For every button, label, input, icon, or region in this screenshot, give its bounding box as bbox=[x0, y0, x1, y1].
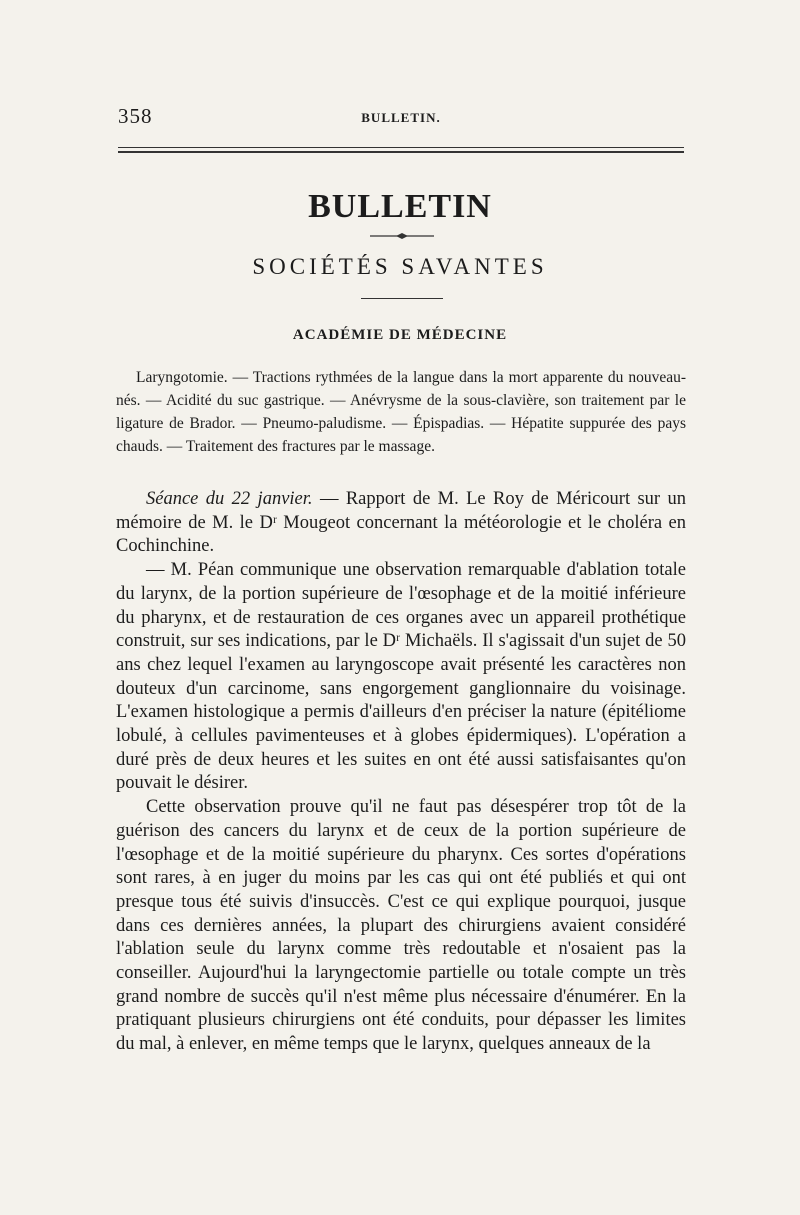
page-number: 358 bbox=[118, 104, 153, 128]
paragraph bbox=[116, 488, 686, 559]
paragraph bbox=[116, 796, 686, 1057]
paragraph bbox=[116, 559, 686, 796]
body-text bbox=[116, 488, 686, 1057]
section-rule bbox=[361, 298, 443, 299]
section-title: SOCIÉTÉS SAVANTES bbox=[252, 254, 548, 279]
session-summary: Laryngotomie. — Tractions rythmées de la langue dans la mort apparente du nouveau-nés. — Acidité du suc gastrique. — Anévrysme de la sous-clavière, son traitement par le ligature de Brador. — Pneumo-paludisme. — Épispadias. — Hépatite suppurée des pays chauds. — Traitement des fractures par le massage. bbox=[116, 369, 686, 455]
paragraph-text: Cette observation prouve qu'il ne faut pas désespérer trop tôt de la guérison des cancers du larynx et de ceux de la portion supérieure de l'œsophage et de la moitié supérieure du pharynx. Ces sortes d'opérations sont rares, à en juger du moins par les cas qui ont été publiés et qui ont presque tous été suivis d'insuccès. C'est ce qui explique pourquoi, jusque dans ces dernières années, la plupart des chirurgiens avaient considéré l'ablation seule du larynx comme très redoutable et n'osaient pas la conseiller. Aujourd'hui la laryngectomie partielle ou totale compte un très grand nombre de succès qu'il n'est même plus nécessaire d'énumérer. En la pratiquant plusieurs chirurgiens ont été conduits, pour dépasser les limites du mal, à enlever, en même temps que le larynx, quelques anneaux de la bbox=[116, 797, 686, 1055]
header-rule bbox=[118, 147, 684, 148]
session-date-lead: Séance du 22 janvier. bbox=[146, 489, 313, 509]
bulletin-title: BULLETIN bbox=[308, 188, 492, 225]
running-title: BULLETIN. bbox=[361, 110, 441, 125]
paragraph-text: — M. Péan communique une observation remarquable d'ablation totale du larynx, de la portion supérieure de l'œsophage et de la moitié inférieure du pharynx, et de restauration de ces organes avec un appareil prothétique construit, sur ses indications, par le Dʳ Michaëls. Il s'agissait d'un sujet de 50 ans chez lequel l'examen au laryngoscope avait présenté les caractères non douteux d'un carcinome, sans engorgement ganglionnaire du voisinage. L'examen histologique a permis d'ailleurs d'en préciser la nature (épitéliome lobulé, à cellules pavimenteuses et à globes épidermiques). L'opération a duré près de deux heures et les suites en ont été aussi satisfaisantes qu'on pouvait le désirer. bbox=[116, 560, 686, 794]
running-head bbox=[118, 104, 684, 134]
subsection-title: ACADÉMIE DE MÉDECINE bbox=[292, 327, 508, 343]
ornament-divider bbox=[370, 232, 434, 240]
paragraph-text: — Rapport de M. Le Roy de Méricourt sur un mémoire de M. le Dʳ Mougeot concernant la météorologie et le choléra en Cochinchine. bbox=[116, 489, 686, 557]
header-rule-thick bbox=[118, 151, 684, 153]
